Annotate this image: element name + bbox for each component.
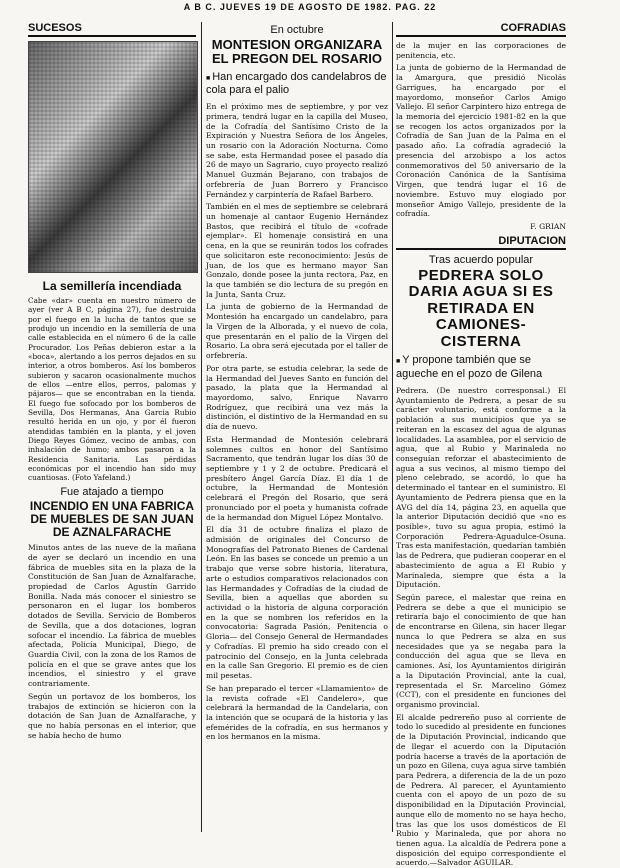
news-photo	[28, 41, 198, 273]
running-head: A B C. JUEVES 19 DE AGOSTO DE 1982. PAG. 22	[183, 2, 437, 12]
column-rule	[392, 22, 393, 832]
section-label-cofradias: COFRADIAS	[396, 22, 566, 37]
montesion-paragraph: En el próximo mes de septiembre, y por vez primera, tendrá lugar en la capilla del Museo, de la Cofradía del Santísimo Cristo de la Expiración y Nuestra Señora de los Ángeles, un rosario con la Adoración Nocturna. Como se sabe, esta Hermandad posee el pasado día 26 de mayo un Sagrario, cuyo proyecto realizó Manuel Guzmán Bejarano, con trabajos de orfebrería de Juan Borrero y Francisco Fernández y carpintería de Rafael Barbero.	[206, 102, 388, 199]
column-rule	[201, 22, 202, 832]
pedrera-paragraph: Según parece, el malestar que reina en Pedrera se debe a que el municipio se retiraría bajo el conocimiento de que han de encontrarse en Gilena, sin hacer llegar nunca lo que Pedrera se alza en sus necesidades que ya se negaba para la conducción del agua que se lleva en camiones. Así, los Ayuntamientos dirigirán a la Diputación Provincial, ante la cual, representada el Sr. Marcelino Gómez (CCT), con el presidente en funciones del organismo provincial.	[396, 593, 566, 709]
montesion-headline: MONTESION ORGANIZARA EL PREGON DEL ROSARIO	[211, 37, 383, 67]
pedrera-paragraph: Pedrera. (De nuestro corresponsal.) El Ayuntamiento de Pedrera, a pesar de su carácter voluntario, está conforme a la población a sus municipios que ya se reiteran en la escasez del agua de algunas localidades. La asamblea, por el servicio de agua, que al Rubio y Marinaleda no conseguían reforzar el abastecimiento de agua a sus vecinos, al mismo tiempo del pleno celebrado, se acordó, lo que ha determinado el tantear en el suministro. El Ayuntamiento de Pedrera piensa que en la AVG del día 14, página 23, en aquella que la anterior Diputación decidió que «no es posible», tuvo su agua propia, estimó la Corporación Pedrera-Aguadulce-Osuna. Tras esta manifestación, quedarían también las de Pedrera, que pudieran cooperar en el abastecimiento de agua a El Rubio y Marinaleda, siempre que ésta a la Diputación.	[396, 385, 566, 590]
section-label-sucesos: SUCESOS	[28, 22, 196, 37]
montesion-deck: ■ Han encargado dos candelabros de cola para el palio	[206, 71, 388, 99]
fire-body-1: Minutos antes de las nueve de la mañana de ayer se declaró un incendio en una fábrica de muebles sita en la plaza de la Constitución de San Juan de Aznalfarache, propiedad de Carlos Agustín Garrido Bonilla. Nada más conocer el siniestro se personaron en el lugar los bomberos dotados de Sevilla. Servicio de Bomberos de Sevilla, que a dos dotaciones, logran sofocar el incendio. La fábrica de muebles afectada, Policía Municipal, Diego, de Guardia Civil, con la zona de los Ramos de policía en el que se grave antes que los incendios, el siniestro y el grave contrariamente.	[28, 543, 196, 689]
montesion-paragraph: El día 31 de octubre finaliza el plazo de admisión de originales del Concurso de Monografías del Patronato Bienes de Cardenal León. En las bases se concede un premio a un trabajo que verse sobre historia, literatura, arte o estudios comparativos relacionados con las Hermandades y Cofradías de la ciudad de Sevilla, bien a aquellas que aborden su actividad o la historia de alguna corporación en la que se nombren los referidos en la convocatoria: Sagrada Pasión, Penitencia o Gloria— del Consejo General de Hermandades y Cofradías. El premio ha sido creado con el patrocinio del Consejo, en la Junta celebrada en la calle San Gregorio. El premio es de cien mil pesetas.	[206, 525, 388, 681]
photo-title: La semillería incendiada	[42, 279, 182, 293]
column-montesion	[206, 22, 388, 832]
montesion-kicker: En octubre	[270, 24, 324, 36]
pedrera-kicker: Tras acuerdo popular	[428, 253, 534, 266]
column-sucesos	[28, 22, 196, 832]
pedrera-deck: ■ Y propone también que se agueche en el pozo de Gilena	[396, 354, 566, 382]
montesion-paragraph: También en el mes de septiembre se celebrará un homenaje al cantaor Eugenio Hernández Bastos, que recibirá el título de «cofrade ejemplar». El homenaje consistirá en una cena, en la que se reunirán todos los cofrades que solicitaron este reconocimiento: Jesús de Juan, de los que es hermano mayor San Gonzalo, donde posee la junta rectora, Paz, en la que también se dio lectura de su pregón en la Junta, Santa Cruz.	[206, 202, 388, 299]
column-cofradias	[396, 22, 566, 868]
fire-kicker: Fue atajado a tiempo	[60, 485, 164, 498]
montesion-paragraph: Por otra parte, se estudia celebrar, la sede de la Hermandad del Jueves Santo en función del pasado, la plata que la Hermandad al mayordomo, salvo, Enrique Navarro Rodríguez, que recibirá una vez más la distinción, el distintivo de la Hermandad en su día de nuevo.	[206, 363, 388, 432]
fire-headline: INCENDIO EN UNA FABRICA DE MUEBLES DE SAN JUAN DE AZNALFARACHE	[29, 498, 195, 539]
montesion-paragraph: Esta Hermandad de Montesión celebrará solemnes cultos en honor del Santísimo Sacramento, que tendrán lugar los días 30 de septiembre y 1 y 2 de octubre. Predicará el presbítero Ángel García Díaz. El día 1 de octubre, la Hermandad de Montesión celebrará el Pregón del Rosario, que será pronunciado por el poeta y humanista cofrade de la hermandad don Miguel López Montalvo.	[206, 434, 388, 522]
byline: F. GRIAN	[530, 221, 566, 231]
fire-body-2: Según un portavoz de los bomberos, los trabajos de extinción se hicieron con la dotación de San Juan de Aznalfarache, y que no había personas en el interior, que se había hecho de humo	[28, 691, 196, 740]
montesion-paragraph: Se han preparado el tercer «Llamamiento» de la revista cofrade «El Candelero», que celebrará la hermandad de la Candelaria, con la intención que se ocupará de la historia y las efemérides de la cofradía, en sus hermanos y en los hermanos en la misma.	[206, 683, 388, 742]
cofradias-paragraph: La junta de gobierno de la Hermandad de la Amargura, que presidió Nicolás Garrigues, ha encargado por el mayordomo, monseñor Carlos Amigo Vallejo. El señor Carpintero hizo entrega de la memoria del ejercicio 1981-82 en la que se recogen los actos organizados por la Cofradía de San Juan de la Palma en el pasado año. La cofradía agradeció la presencia del arzobispo a los actos conmemorativos del 50 aniversario de la Coronación Canónica de la Santísima Virgen, que tendrá lugar el 16 de noviembre. Estuvo muy elogiado por monseñor Amigo Vallejo, presidente de la cofradía.	[396, 63, 566, 219]
photo-caption: Cabe «dar» cuenta en nuestro número de ayer (ver A B C, página 27), fue destruida por el fuego en la lucha de tantos que se produjo un incendio en la semillería de una calle establecida en el número 6 de la calle Procurador. Los Peñas debieron estar a la «boca», alertando a los perros dejados en su interior, a otros bomberos. Así los bomberos subieron y sacaron ocasionalmente muchos de ellos —entre ellos, perros, palomas y pájaros— que se encontraban en la tienda. El fuego fue sofocado por los bomberos de Sevilla, Dos Hermanas, Ana Garcia Rubio resultó herida en un ojo, y por él fueron atendidas también en la planta, y el joven Diego Reyes Gómez, vecino de ambas, con inhalación de humo; ambos pasaron a la Residencia Sanitaria. Las pérdidas económicas por el incendio han sido muy cuantiosas. (Foto Yafeland.)	[28, 296, 196, 483]
pedrera-paragraph: El alcalde pedrereño puso al corriente de todo lo sucedido al presidente en funciones de la Diputación Provincial, indicando que de llegar el acuerdo con la Diputación podría hacerse a través de la aportación de un pozo en Gilena, cuya agua sirve también para Pedrera, a diferencia de la de un pozo de Pedrera. Al parecer, el Ayuntamiento cuenta con el apoyo de un pozo de su disponibilidad en la Diputación Provincial, aunque ello de momento no se haya hecho, tras las que los usos domésticos de El Rubio y Marinaleda, que por ahora no tienen agua. La alcaldía de Pedrera pone a disposición del equipo correspondiente el acuerdo.—Salvador AGUILAR.	[396, 712, 566, 868]
montesion-paragraph: La junta de gobierno de la Hermandad de Montesión ha encargado un candelabro, para la Virgen de la Alborada, y el nuevo de cola, que presentarán en el palio de la Virgen del Rosario. La obra será ejecutada por el taller de orfebrería.	[206, 302, 388, 361]
cofradias-paragraph: de la mujer en las corporaciones de penitencia, etc.	[396, 41, 566, 60]
pedrera-headline: PEDRERA SOLO DARIA AGUA SI ES RETIRADA EN CAMIONES-CISTERNA	[408, 266, 554, 350]
section-label-diputacion: DIPUTACION	[396, 235, 566, 250]
